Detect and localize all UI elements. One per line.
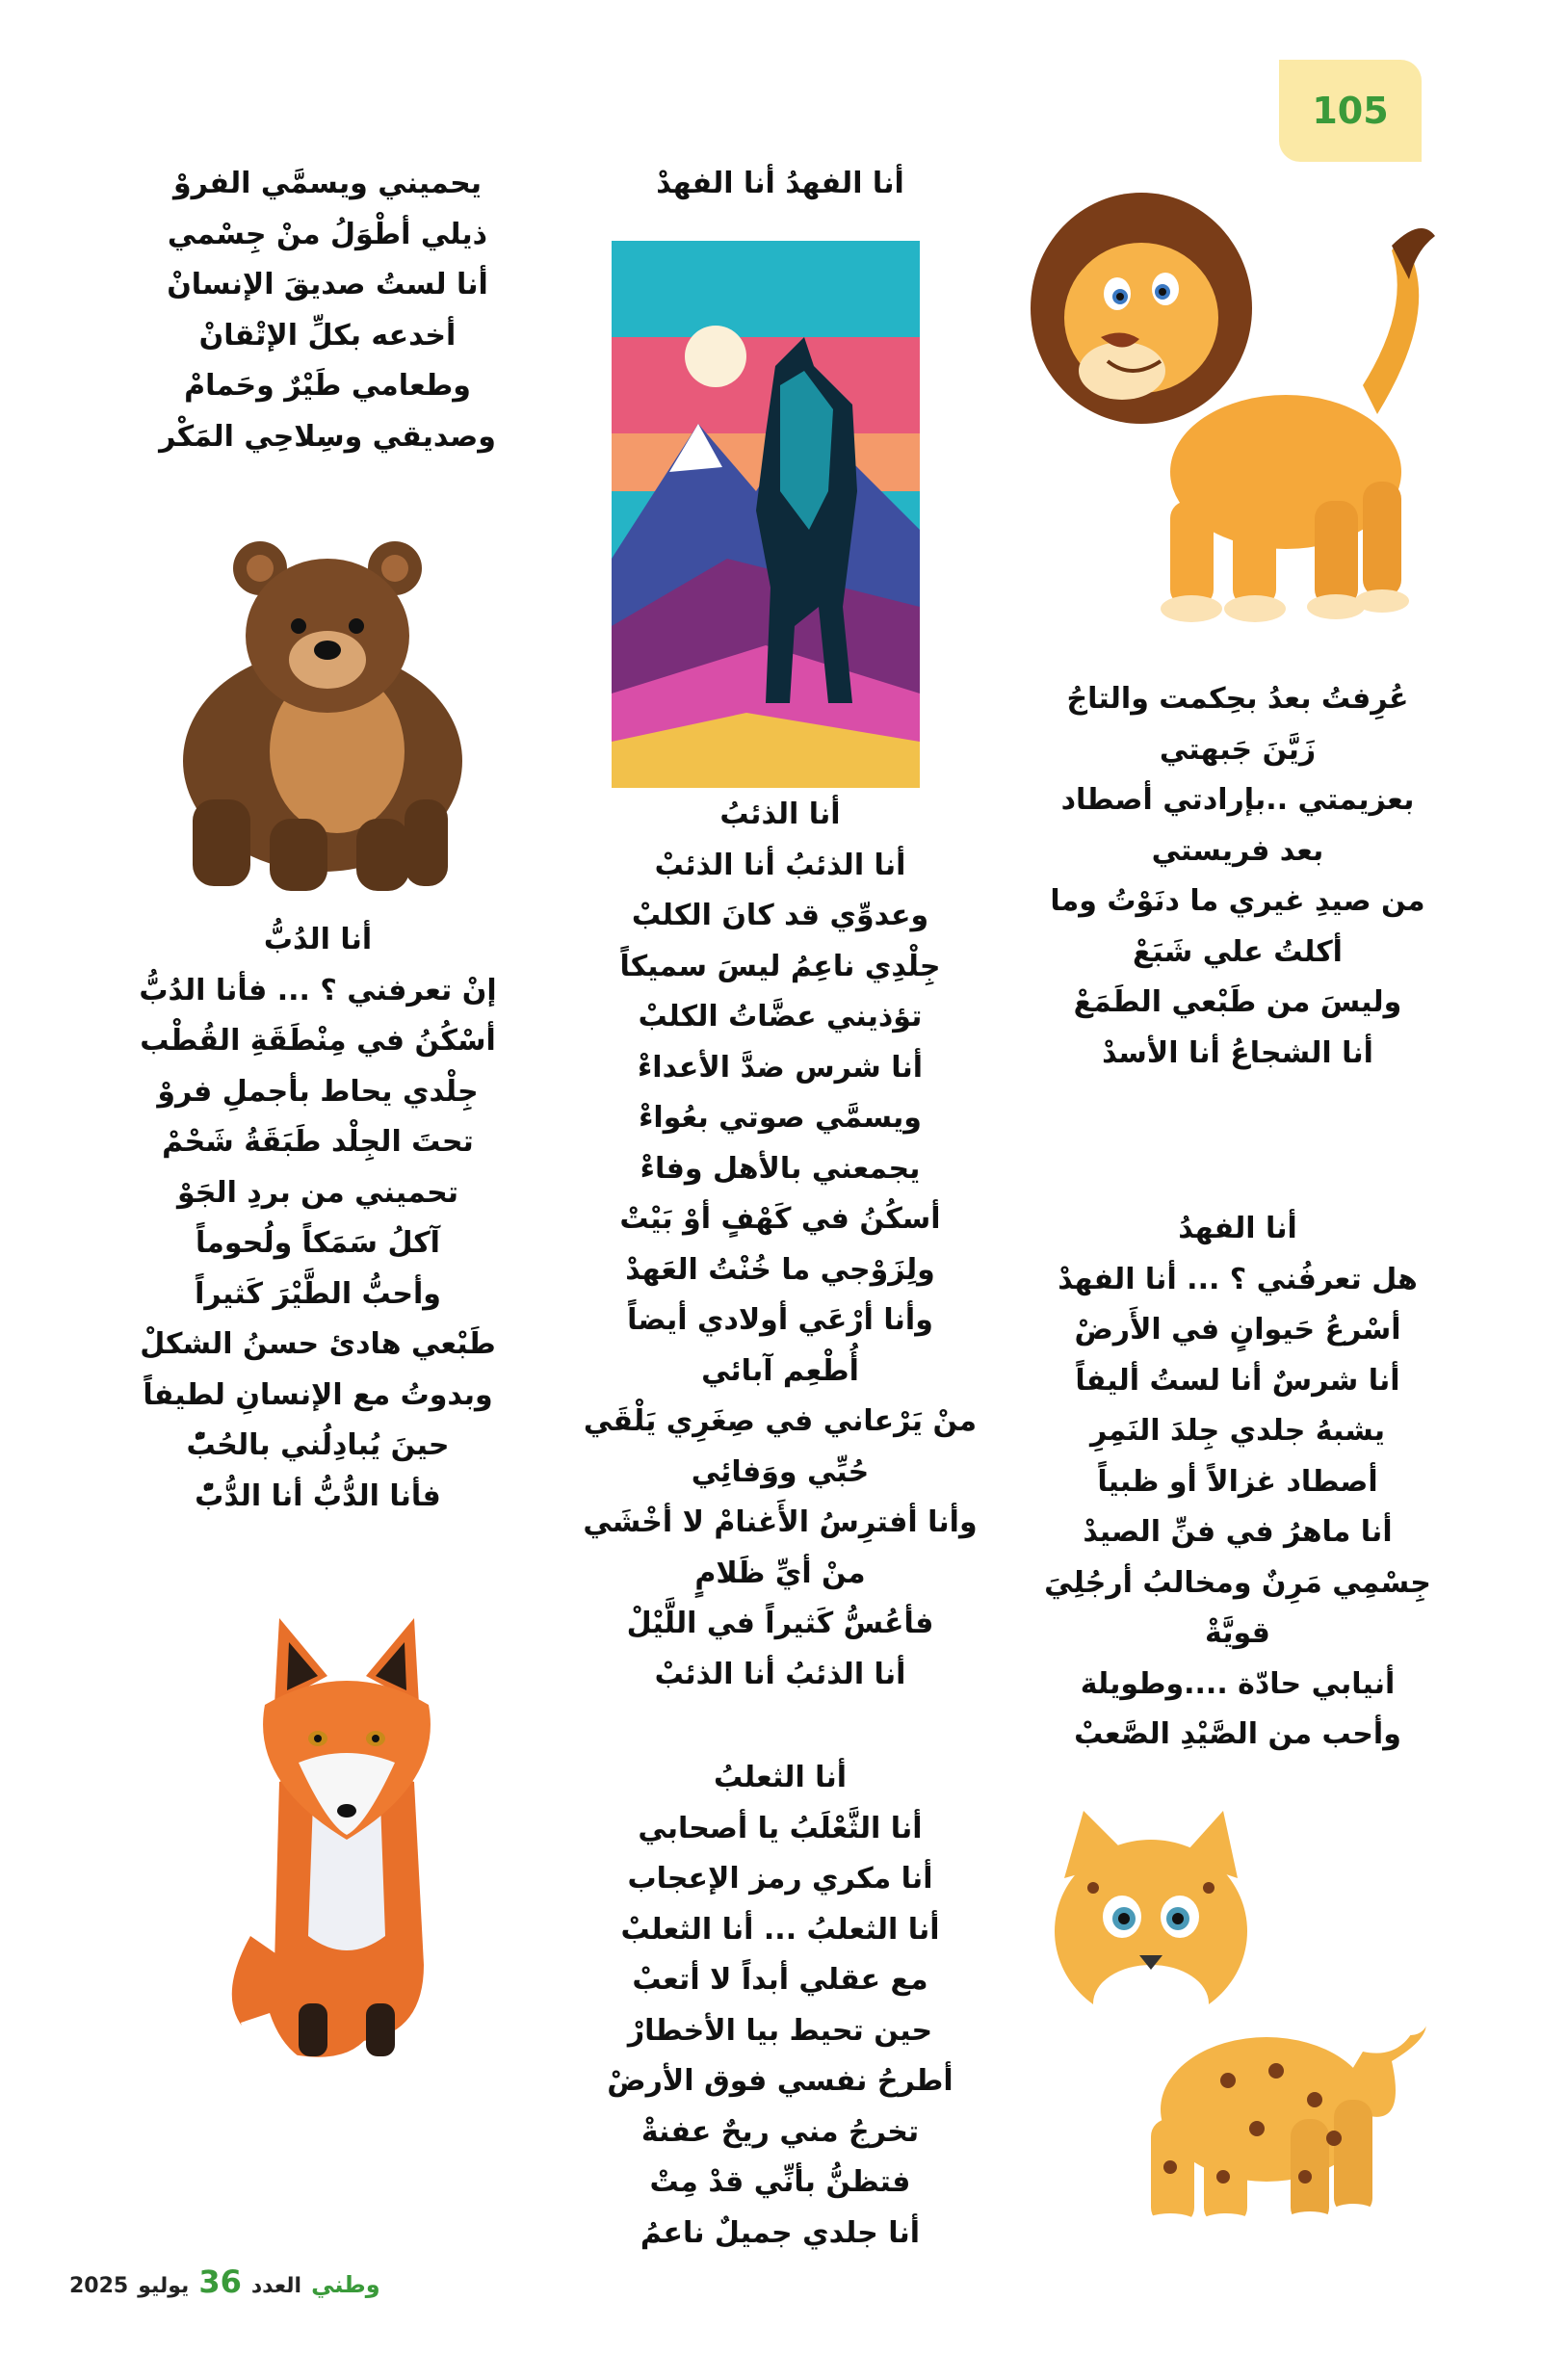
poem-line: حُبِّي ووَفائِي (691, 1454, 870, 1489)
poem-line: وبدوتُ مع الإنسانِ لطيفاً (143, 1377, 493, 1412)
poem-line: أسْرعُ حَيوانٍ في الأَرضْ (1074, 1313, 1401, 1347)
poem-line: طَبْعي هادئ حسنُ الشكلْ (140, 1327, 496, 1361)
lion-poem (1031, 674, 1445, 1079)
poem-line: منْ يَرْعاني في صِغَرِي يَلْقَي (583, 1404, 978, 1438)
poem-line: بعزيمتي ..بإرادتي أصطاد (1060, 783, 1415, 817)
poem-line: تؤذيني عضَّاتُ الكلبْ (638, 1000, 923, 1033)
footer-issue-label: العدد (250, 2274, 302, 2298)
poem-line: وأنا أفترِسُ الأَغنامْ لا أخْشَي (583, 1505, 978, 1539)
poem-line: قويَّةْ (1205, 1616, 1270, 1650)
fox-illustration (222, 1618, 472, 2080)
poem-line: زَيَّنَ جَبهتي (1159, 732, 1317, 767)
poem-line: يشبهُ جلدي جِلدَ النَمِرِ (1089, 1414, 1386, 1448)
poem-line: حينَ يُبادِلُني بالحُبّْ (186, 1428, 450, 1462)
wolf-poem (559, 790, 1002, 1700)
footer-month: يوليو (138, 2274, 190, 2298)
poem-line: منْ أيِّ ظَلامٍ (694, 1556, 866, 1590)
bear-poem (106, 915, 530, 1522)
fox-trait-poem (125, 159, 530, 462)
poem-header: أنا الفهدُ أنا الفهدْ (656, 167, 904, 200)
poem-line: أخدعه بكلِّ الإتْقانْ (198, 318, 457, 353)
poem-line: ذيلي أطْوَلُ منْ جِسْمي (167, 217, 488, 251)
poem-line: يجمعني بالأهل وفاءْ (640, 1151, 921, 1186)
poem-line: جِسْمِي مَرِنٌ ومخالبُ أرجُلِيَ (1044, 1565, 1431, 1600)
poem-title: أنا الفهدُ (1178, 1212, 1297, 1245)
poem-line: جِلْدِي ناعِمُ ليسَ سميكاً (619, 949, 941, 983)
poem-line: ويسمَّي صوتي بعُواءْ (639, 1101, 922, 1135)
leopard-poem (1031, 1204, 1445, 1761)
poem-line: تحميني من بردِ الجَوْ (176, 1175, 459, 1210)
poem-line: أنا الشجاعُ أنا الأسدْ (1102, 1035, 1373, 1070)
poem-line: أصطاد غزالاً أو ظبياً (1097, 1464, 1378, 1499)
poem-line: أنا شرسٌ أنا لستُ أليفاً (1075, 1363, 1400, 1398)
poem-line: فأعُسُّ كَثيراً في اللَّيْلْ (626, 1607, 934, 1640)
poem-line: فتظنُّ بأنِّي قدْ مِتْ (649, 2165, 911, 2199)
poem-line: أنا الذئبُ أنا الذئبْ (654, 1657, 906, 1691)
poem-line: أنا مكري رمز الإعجاب (627, 1862, 933, 1896)
poem-line: يحميني ويسمَّي الفروْ (172, 167, 483, 200)
wolf-column-header (578, 159, 982, 210)
poem-line: أنا شرس ضدَّ الأعداءْ (637, 1050, 924, 1085)
poem-line: وأنا أرْعَي أولادي أيضاً (627, 1303, 933, 1337)
poem-line: جِلْدي يحاط بأجملِ فروْ (157, 1074, 479, 1109)
footer-issue-number: 36 (198, 2263, 242, 2300)
bear-illustration (154, 539, 462, 905)
poem-line: وطعامي طَيْرٌ وحَمامْ (184, 369, 471, 403)
poem-line: أنيابي حادّة ....وطويلة (1080, 1666, 1396, 1701)
poem-line: وأحب من الصَّيْدِ الصَّعبْ (1074, 1717, 1401, 1751)
poem-line: مع عقلي أبداً لا أتعبْ (632, 1963, 928, 1997)
poem-line: وعدوِّي قد كانَ الكلبْ (631, 899, 929, 932)
poem-line: من صيدِ غيري ما دنَوْتُ وما (1050, 884, 1425, 918)
poem-line: أنا ماهرُ في فنِّ الصيدْ (1083, 1515, 1393, 1549)
footer-year: 2025 (69, 2274, 129, 2298)
poem-line: أنا الثَّعْلَبُ يا أصحابي (638, 1811, 923, 1845)
fox-poem (578, 1753, 982, 2259)
poem-line: آكلُ سَمَكاً ولُحوماً (196, 1226, 440, 1260)
poem-title: أنا الثعلبُ (714, 1761, 847, 1794)
poem-line: فأنا الدُّبُّ أنا الدُّبّْ (195, 1478, 441, 1513)
poem-line: أنا لستُ صديقَ الإنسانْ (167, 268, 488, 301)
poem-line: وليسَ من طَبْعي الطَمَعْ (1073, 985, 1402, 1019)
poem-line: حين تحيط بيا الأخطارْ (627, 2013, 933, 2048)
poem-line: أنا جلدي جميلٌ ناعمُ (640, 2215, 921, 2250)
page-number-badge: 105 (1279, 60, 1422, 162)
poem-line: ولِزَوْجي ما خُنْتُ العَهدْ (625, 1252, 935, 1287)
poem-title: أنا الذئبُ (719, 798, 841, 831)
poem-line: أطرحُ نفسي فوق الأرضْ (607, 2064, 953, 2098)
poem-line: عُرِفتُ بعدُ بحِكمت والتاجُ (1066, 682, 1409, 716)
poem-line: هل تعرفُني ؟ ... أنا الفهدْ (1058, 1262, 1418, 1296)
poem-line: إنْ تعرفني ؟ ... فأنا الدُبُّ (139, 973, 497, 1007)
poem-line: وأحبُّ الطَّيْرَ كَثيراً (195, 1276, 441, 1311)
footer (69, 2263, 380, 2302)
poem-line: تحتَ الجِلْد طَبَقَةُ شَحْمْ (162, 1125, 474, 1159)
poem-line: وصديقي وسِلاحِي المَكْر (159, 419, 496, 454)
footer-brand: وطني (311, 2271, 380, 2298)
poem-line: أُطْعِم آبائي (701, 1353, 859, 1388)
leopard-illustration (1045, 1811, 1450, 2244)
poem-line: أنا الثعلبُ ... أنا الثعلبْ (620, 1912, 940, 1947)
lion-illustration (1026, 193, 1459, 636)
poem-line: أسكُنُ في كَهْفٍ أوْ بَيْتْ (619, 1202, 941, 1236)
poem-title: أنا الدُبُّ (263, 923, 373, 956)
poem-line: بعد فريستي (1151, 833, 1324, 868)
poem-line: أكلتُ علي شَبَعْ (1133, 934, 1343, 969)
wolf-illustration (612, 241, 920, 788)
poem-line: تخرجُ مني ريحٌ عفنةْ (640, 2114, 920, 2149)
poem-line: أنا الذئبُ أنا الذئبْ (654, 848, 906, 882)
poem-line: أسْكُنُ في مِنْطَقَةِ القُطْب (140, 1024, 496, 1058)
